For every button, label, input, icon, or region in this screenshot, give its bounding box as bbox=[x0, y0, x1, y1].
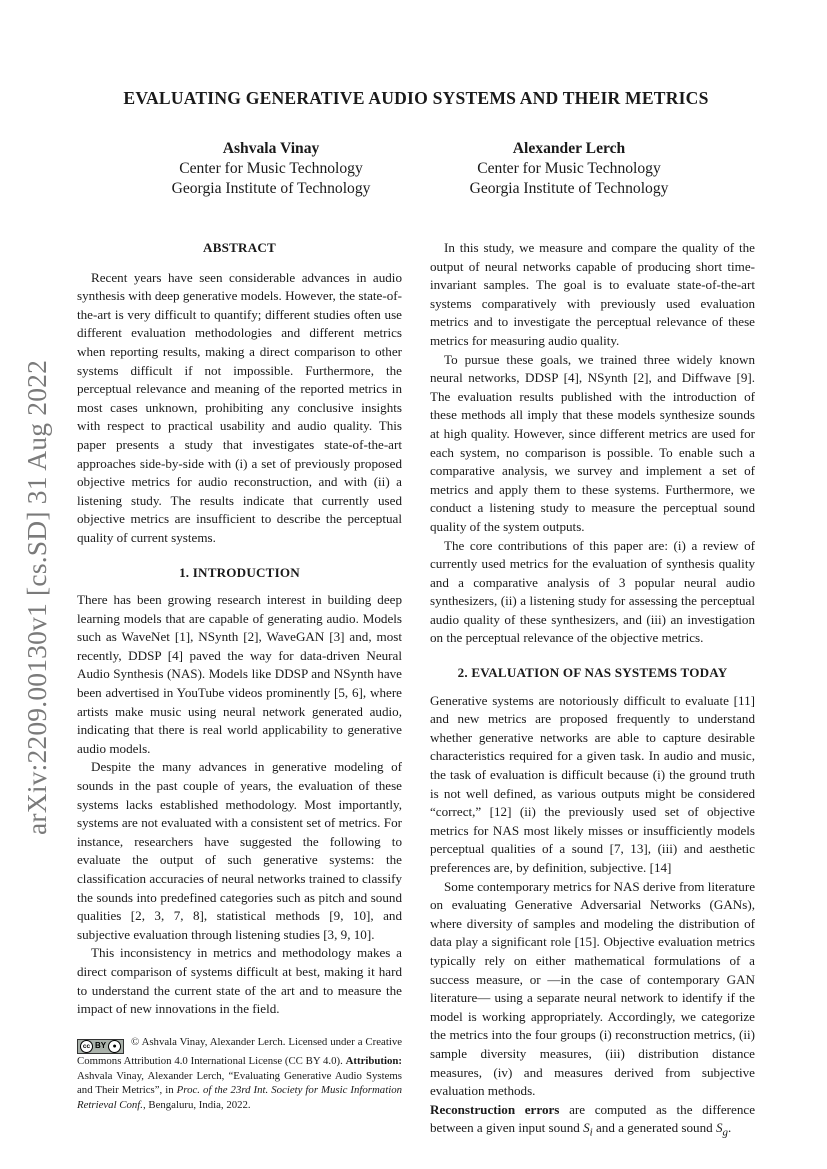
venue-place: Bengaluru, India, 2022. bbox=[148, 1099, 251, 1112]
author-affiliation: Center for Music Technology bbox=[179, 160, 363, 177]
abstract-heading: ABSTRACT bbox=[203, 240, 276, 255]
attribution-text: Ashvala Vinay, Alexander Lerch, “Evaluating Generative Audio Systems and Their Metrics”, in bbox=[77, 1069, 402, 1097]
runin-label: Reconstruction errors bbox=[430, 1101, 560, 1117]
cc-logo-icon: cc bbox=[80, 1040, 93, 1053]
reconstruction-paragraph: Reconstruction errors are computed as the difference between a given input sound $S_i$ and a generated sound $S_g$. bbox=[430, 1101, 755, 1139]
right-column bbox=[430, 239, 755, 1143]
left-column bbox=[77, 239, 402, 1113]
paragraph: This inconsistency in metrics and methodology makes a direct comparison of systems difficult at best, making it hard to understand the current state of the art and to measure the impact of new innovations in the field. bbox=[77, 945, 402, 1017]
introduction-heading: 1. INTRODUCTION bbox=[179, 564, 300, 580]
paragraph: To pursue these goals, we trained three widely known neural networks, DDSP [4], NSynth [2], and Diffwave [9]. The evaluation results published with the introduction of these methods all imply that these models synthesize sounds at high quality. However, since different metrics are used for each system, no comparison is possible. To enable such a comparative analysis, we survey and implement a set of metrics and apply them to these systems. Furthermore, we conduct a listening study to measure the perceptual sound quality of the system outputs. bbox=[430, 351, 755, 534]
creative-commons-badge-icon[interactable] bbox=[77, 1039, 124, 1054]
paragraph: There has been growing research interest in building deep learning models that are capable of generating audio. Models such as WaveNet [1], NSynth [2], WaveGAN [3] and, most recently, DDSP [4] paved the way for data-driven Neural Audio Synthesis (NAS). Models like DDSP and NSynth have been advertised in YouTube videos prominently [5, 6], where artists make music using neural network generated audio, indicating that there is real world applicability to generative audio models. bbox=[77, 592, 402, 756]
paragraph: In this study, we measure and compare the quality of the output of neural networks capable of producing short time-invariant samples. The goal is to evaluate state-of-the-art systems comparatively with previously used evaluation metrics and to investigate the perceptual relevance of these metrics for measuring audio quality. bbox=[430, 240, 755, 348]
author-affiliation: Center for Music Technology bbox=[477, 160, 661, 177]
symbol-input: $S_i$ bbox=[583, 1120, 593, 1139]
paragraph: Some contemporary metrics for NAS derive from literature on evaluating Generative Adversarial Networks (GANs), where diversity of samples and modeling the distribution of data play a significant role [15]. Objective evaluation metrics typically rely on either mathematical formulations of a success measure, or —in the case of contemporary GAN literature— using a separate neural network to identify if the model is working appropriately. Accordingly, we categorize the metrics into the four groups (i) reconstruction metrics, (ii) sample diversity measures, (iii) distribution distance measures, (iv) and measures derived from subjective evaluation methods. bbox=[430, 878, 755, 1099]
license-footnote bbox=[77, 1035, 402, 1113]
runin-text: are computed as the difference between a given input sound bbox=[430, 1101, 755, 1136]
paragraph: Generative systems are notoriously difficult to evaluate [11] and new metrics are proposed frequently to understand whether generative networks are able to capture desirable characteristics required for a given task. In audio and music, the task of evaluation is difficult because (i) the ground truth is not well defined, as various outputs might be considered “correct,” [12] (ii) the previously used set of objective metrics for NAS most likely misses or insufficiently models perceptual qualities of a sound [7, 13], (iii) and aesthetic preferences are, by definition, subjective. [14] bbox=[430, 692, 755, 875]
venue: Proc. of the 23rd Int. Society for Music Information Retrieval Conf., bbox=[77, 1084, 403, 1112]
by-label: BY bbox=[95, 1040, 107, 1050]
abstract-text: Recent years have seen considerable advances in audio synthesis with deep generative models. However, the state-of-the-art is very difficult to quantify; different studies often use different evaluation methodologies and different metrics when reporting results, making a direct comparison to other systems difficult if not impossible. Furthermore, the perceptual relevance and meaning of the reported metrics in most cases unknown, prohibiting any conclusive insights with respect to practical usability and audio quality. This paper presents a study that investigates state-of-the-art approaches side-by-side with (i) a set of previously proposed objective metrics for audio reconstruction, and with (ii) a listening study. The results indicate that currently used objective metrics are insufficient to describe the perceptual quality of current systems. bbox=[77, 269, 402, 545]
author-block-1 bbox=[121, 139, 421, 199]
author-block-2 bbox=[419, 139, 719, 199]
arxiv-identifier: arXiv:2209.00130v1 [cs.SD] 31 Aug 2022 bbox=[21, 359, 52, 835]
paragraph: The core contributions of this paper are: (i) a review of currently used metrics for the evaluation of synthesis quality and a comparative analysis of 3 popular neural audio synthesizers, (ii) a listening study for assessing the perceptual audio quality of these synthesizers, and (iii) an investigation on the perceptual relevance of the objective metrics. bbox=[430, 537, 755, 646]
runin-connector: and a generated sound bbox=[595, 1120, 713, 1136]
author-name: Ashvala Vinay bbox=[222, 140, 320, 157]
symbol-output: $S_g$ bbox=[715, 1120, 728, 1139]
person-icon: ● bbox=[108, 1040, 121, 1053]
paragraph: Despite the many advances in generative modeling of sounds in the past couple of years, the evaluation of these systems lacks established methodology. Most importantly, systems are not evaluated with a consistent set of metrics. For instance, researchers have suggested the following to evaluate the output of such generative systems: the classification accuracies of neural networks trained to classify the sounds into predefined categories such as pitch and sound qualities [2, 3, 7, 8], statistical methods [9, 10], and subjective evaluation through listening studies [3, 9, 10]. bbox=[77, 759, 402, 942]
license-text: © Ashvala Vinay, Alexander Lerch. Licensed under a Creative Commons Attribution 4.0 International License (CC BY 4.0). bbox=[77, 1035, 403, 1067]
paper-title: EVALUATING GENERATIVE AUDIO SYSTEMS AND THEIR METRICS bbox=[123, 88, 709, 108]
author-name: Alexander Lerch bbox=[512, 140, 626, 157]
attribution-label: Attribution: bbox=[345, 1054, 402, 1067]
author-affiliation: Georgia Institute of Technology bbox=[171, 180, 371, 197]
author-affiliation: Georgia Institute of Technology bbox=[469, 180, 669, 197]
section2-heading: 2. EVALUATION OF NAS SYSTEMS TODAY bbox=[457, 665, 728, 681]
